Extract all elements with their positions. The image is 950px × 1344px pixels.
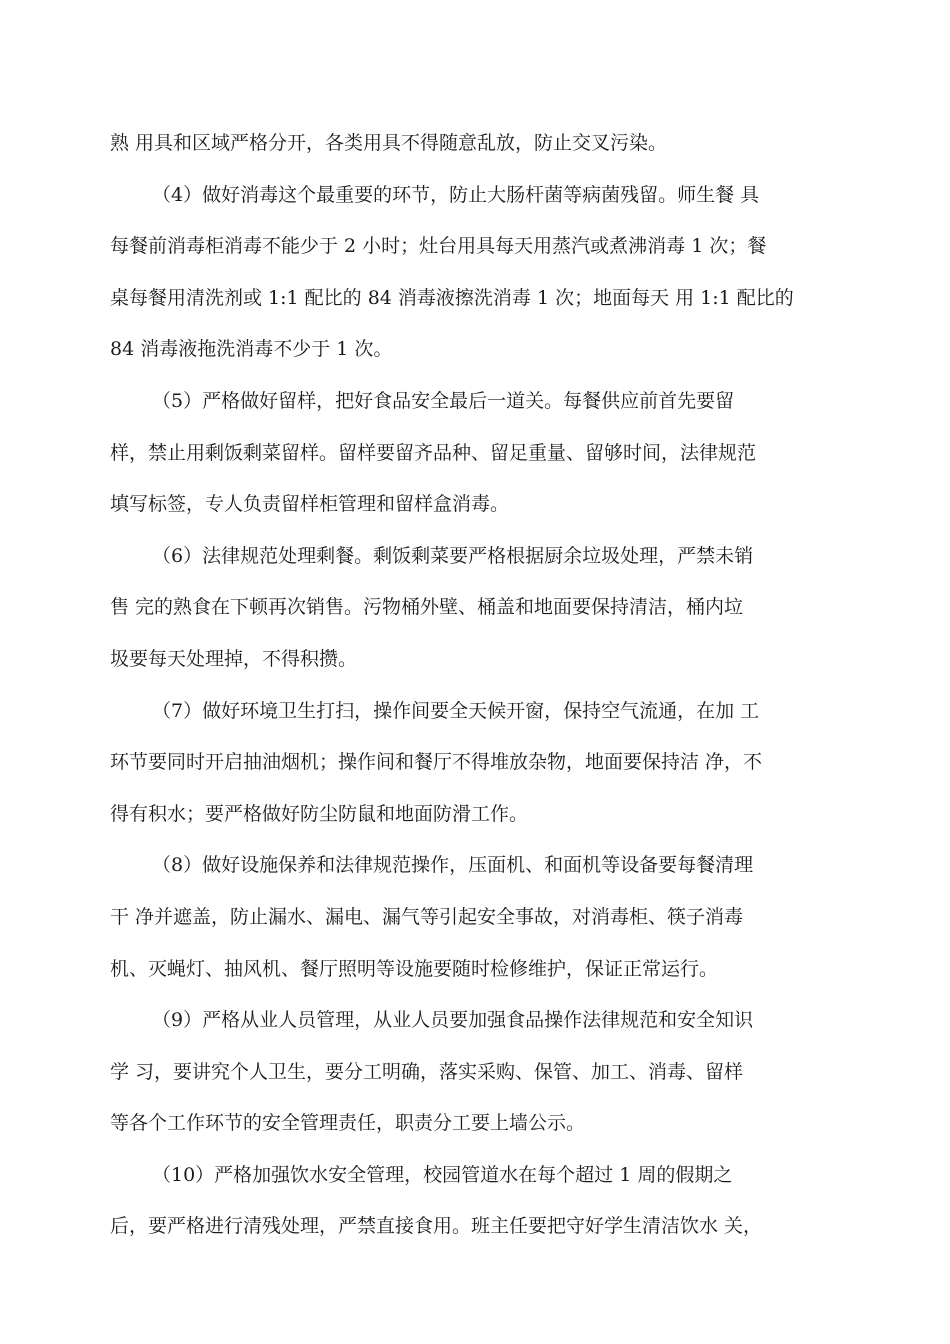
text-line: 后，要严格进行清残处理，严禁直接食用。班主任要把守好学生清洁饮水 关， [110,1215,763,1238]
text-line: 环节要同时开启抽油烟机；操作间和餐厅不得堆放杂物，地面要保持洁 净，不 [110,751,763,774]
paragraph-8-line-3 [110,944,850,996]
paragraph-9-line-2 [110,1047,850,1099]
paragraph-5-line-3 [110,479,850,531]
text-line: 桌每餐用清洗剂或 1:1 配比的 84 消毒液擦洗消毒 1 次；地面每天 用 1:1 配比的 [110,286,794,309]
paragraph-8-line-1 [110,840,850,892]
text-line: 每餐前消毒柜消毒不能少于 2 小时；灶台用具每天用蒸汽或煮沸消毒 1 次；餐 [110,235,767,258]
paragraph-7-line-3 [110,789,850,841]
text-line: 填写标签，专人负责留样柜管理和留样盒消毒。 [110,493,510,516]
text-line: 熟 用具和区域严格分开，各类用具不得随意乱放，防止交叉污染。 [110,132,668,154]
text-line: （8）做好设施保养和法律规范操作，压面机、和面机等设备要每餐清理 [152,854,754,877]
text-line: （9）严格从业人员管理，从业人员要加强食品操作法律规范和安全知识 [152,1009,754,1032]
paragraph-6-line-3 [110,634,850,686]
text-line: 圾要每天处理掉，不得积攒。 [110,647,358,670]
paragraph-8-line-2 [110,892,850,944]
text-line: 学 习，要讲究个人卫生，要分工明确，落实采购、保管、加工、消毒、留样 [110,1060,744,1083]
text-line: 干 净并遮盖，防止漏水、漏电、漏气等引起安全事故，对消毒柜、筷子消毒 [110,905,744,928]
text-line: （5）严格做好留样，把好食品安全最后一道关。每餐供应前首先要留 [152,389,735,412]
text-line: （10）严格加强饮水安全管理，校园管道水在每个超过 1 周的假期之 [152,1163,733,1186]
paragraph-10-line-2 [110,1201,850,1253]
paragraph-4-line-1 [110,170,850,222]
paragraph-4-line-2 [110,221,850,273]
text-line: 84 消毒液拖洗消毒不少于 1 次。 [110,338,393,361]
paragraph-6-line-2 [110,582,850,634]
text-line: 样，禁止用剩饭剩菜留样。留样要留齐品种、留足重量、留够时间，法律规范 [110,441,757,464]
paragraph-4-line-3 [110,273,850,325]
paragraph-5-line-2 [110,428,850,480]
text-line: （7）做好环境卫生打扫，操作间要全天候开窗，保持空气流通，在加 工 [152,699,760,722]
text-line: 等各个工作环节的安全管理责任，职责分工要上墙公示。 [110,1112,586,1135]
text-line: （4）做好消毒这个最重要的环节，防止大肠杆菌等病菌残留。师生餐 具 [152,183,760,206]
paragraph-5-line-1 [110,376,850,428]
paragraph-continuation-line [110,118,850,170]
paragraph-9-line-1 [110,995,850,1047]
text-line: 机、灭蝇灯、抽风机、餐厅照明等设施要随时检修维护，保证正常运行。 [110,957,719,980]
paragraph-7-line-2 [110,737,850,789]
paragraph-10-line-1 [110,1150,850,1202]
paragraph-7-line-1 [110,686,850,738]
document-body [110,118,850,1253]
text-line: （6）法律规范处理剩餐。剩饭剩菜要严格根据厨余垃圾处理，严禁未销 [152,544,754,567]
text-line: 售 完的熟食在下顿再次销售。污物桶外壁、桶盖和地面要保持清洁，桶内垃 [110,596,744,619]
text-line: 得有积水；要严格做好防尘防鼠和地面防滑工作。 [110,802,529,825]
paragraph-4-line-4 [110,324,850,376]
paragraph-9-line-3 [110,1098,850,1150]
paragraph-6-line-1 [110,531,850,583]
